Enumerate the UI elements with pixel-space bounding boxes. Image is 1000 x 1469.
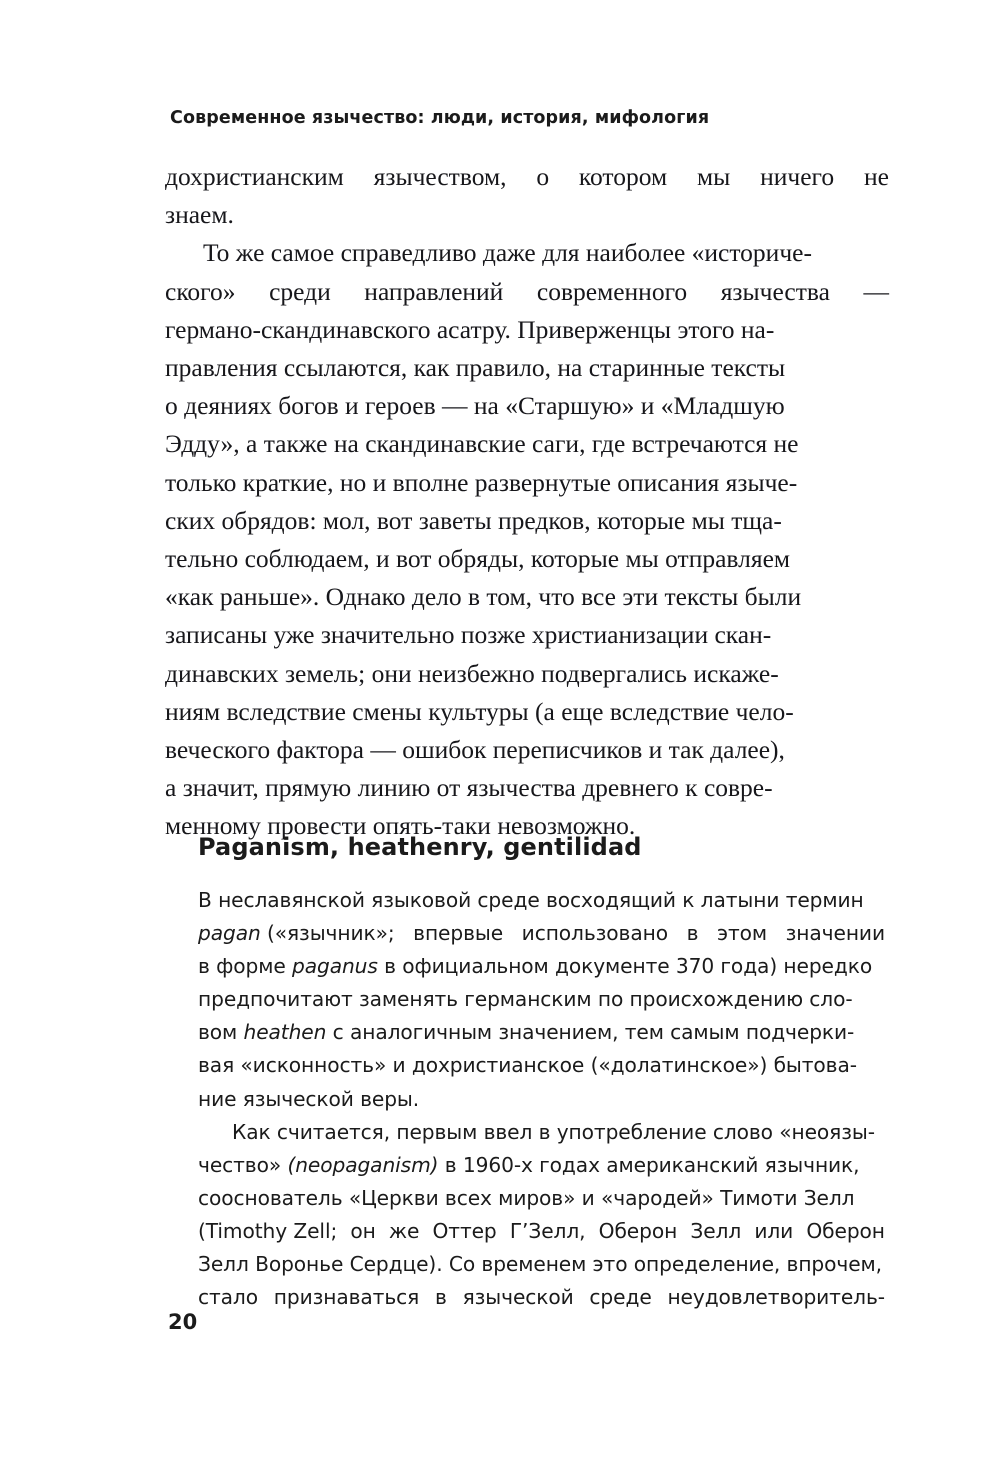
line-word: стало xyxy=(198,1285,258,1310)
line-word: в xyxy=(434,1285,447,1310)
text-line: сооснователь «Церкви всех миров» и «чародей» Тимоти Зелл xyxy=(198,1185,855,1210)
line-word: направлений xyxy=(364,276,504,306)
text-line xyxy=(165,158,889,196)
text-line: записаны уже значительно позже христианизации скан- xyxy=(165,620,772,650)
text-line: веческого фактора — ошибок переписчиков и так далее), xyxy=(165,735,785,765)
line-word: о xyxy=(536,162,550,191)
line-word: — xyxy=(863,276,889,306)
insert-section-heading: Paganism, heathenry, gentilidad xyxy=(198,833,642,861)
line-word: мы xyxy=(696,162,731,191)
line-part: с аналогичным значением, тем самым подчерки- xyxy=(326,1020,855,1045)
latin-term: paganus xyxy=(292,954,378,979)
line-word: Г’Зелл, xyxy=(509,1218,586,1243)
latin-term: pagan xyxy=(198,921,261,946)
line-part: в 1960-х годах американский язычник, xyxy=(438,1152,860,1177)
running-head: Современное язычество: люди, история, мифология xyxy=(170,108,710,128)
line-word: ничего xyxy=(760,162,835,191)
line-word: дохристианским xyxy=(165,162,344,191)
line-part: в форме xyxy=(198,954,293,979)
main-text-block xyxy=(165,158,889,846)
line-word: современного xyxy=(536,276,688,306)
line-word: или xyxy=(754,1218,794,1243)
line-word: Оберон xyxy=(598,1218,678,1243)
text-line: Как считается, первым ввел в употребление слово «неоязы- xyxy=(232,1119,875,1144)
line-word: в xyxy=(686,921,699,946)
text-line xyxy=(165,273,889,311)
text-line xyxy=(198,1215,885,1248)
line-word: впервые xyxy=(413,921,504,946)
text-line xyxy=(198,950,885,983)
line-part: чество» xyxy=(198,1152,288,1177)
line-word: значении xyxy=(785,921,885,946)
line-word: (Timothy Zell; xyxy=(198,1218,338,1243)
page-number: 20 xyxy=(168,1310,198,1334)
paragraph xyxy=(165,234,889,845)
paragraph xyxy=(165,158,889,234)
text-line: о деяниях богов и героев — на «Старшую» и «Младшую xyxy=(165,391,785,421)
line-word: Оберон xyxy=(806,1218,885,1243)
line-word: язычеством, xyxy=(373,162,507,191)
line-word: признаваться xyxy=(273,1285,420,1310)
text-line: германо-скандинавского асатру. Приверженцы этого на- xyxy=(165,314,775,344)
text-line: правления ссылаются, как правило, на старинные тексты xyxy=(165,353,786,383)
line-part: вом xyxy=(198,1020,244,1045)
text-line: ние языческой веры. xyxy=(198,1086,420,1111)
text-line xyxy=(198,917,885,950)
text-line: Эдду», а также на скандинавские саги, где встречаются не xyxy=(165,429,799,459)
line-word: среди xyxy=(269,276,331,306)
line-word xyxy=(198,917,395,950)
line-word: («язычник»; xyxy=(260,921,395,946)
line-word: неудовлетворитель- xyxy=(667,1285,885,1310)
line-word: использовано xyxy=(521,921,668,946)
text-line xyxy=(198,1149,885,1182)
latin-term: heathen xyxy=(243,1020,327,1045)
line-word: языческой xyxy=(462,1285,574,1310)
line-word: же xyxy=(388,1218,420,1243)
line-word: среде xyxy=(589,1285,652,1310)
line-word: Оттер xyxy=(432,1218,497,1243)
text-line: То же самое справедливо даже для наиболее «историче- xyxy=(203,238,812,268)
line-word: Зелл xyxy=(690,1218,742,1243)
text-line: «как раньше». Однако дело в том, что все эти тексты были xyxy=(165,582,802,612)
text-line: предпочитают заменять германским по происхождению сло- xyxy=(198,987,853,1012)
text-line: ских обрядов: мол, вот заветы предков, которые мы тща- xyxy=(165,505,782,535)
text-line xyxy=(198,1281,885,1314)
line-word: котором xyxy=(578,162,668,191)
line-word: этом xyxy=(717,921,768,946)
latin-term: (neopaganism) xyxy=(287,1152,439,1177)
text-line: только краткие, но и вполне развернутые описания языче- xyxy=(165,467,798,497)
text-line: В неславянской языковой среде восходящий к латыни термин xyxy=(198,888,864,912)
text-line: динавских земель; они неизбежно подвергались искаже- xyxy=(165,658,779,688)
text-line: знаем. xyxy=(165,200,234,230)
text-line: тельно соблюдаем, и вот обряды, которые мы отправляем xyxy=(165,544,791,574)
line-word: ского» xyxy=(165,276,236,306)
line-word: он xyxy=(350,1218,376,1243)
text-line: вая «исконность» и дохристианское («долатинское») бытова- xyxy=(198,1053,857,1078)
text-line: Зелл Воронье Сердце). Со временем это определение, впрочем, xyxy=(198,1252,882,1277)
line-word: не xyxy=(863,162,889,191)
text-line: а значит, прямую линию от язычества древнего к совре- xyxy=(165,773,773,803)
paragraph xyxy=(198,884,885,1116)
paragraph xyxy=(198,1116,885,1315)
text-line: ниям вследствие смены культуры (а еще вследствие чело- xyxy=(165,696,794,726)
line-part: в официальном документе 370 года) нередко xyxy=(377,954,873,979)
text-line: менному провести опять-таки невозможно. xyxy=(165,811,636,841)
insert-section xyxy=(198,832,885,1314)
line-word: язычества xyxy=(720,276,830,306)
text-line xyxy=(198,1016,885,1049)
